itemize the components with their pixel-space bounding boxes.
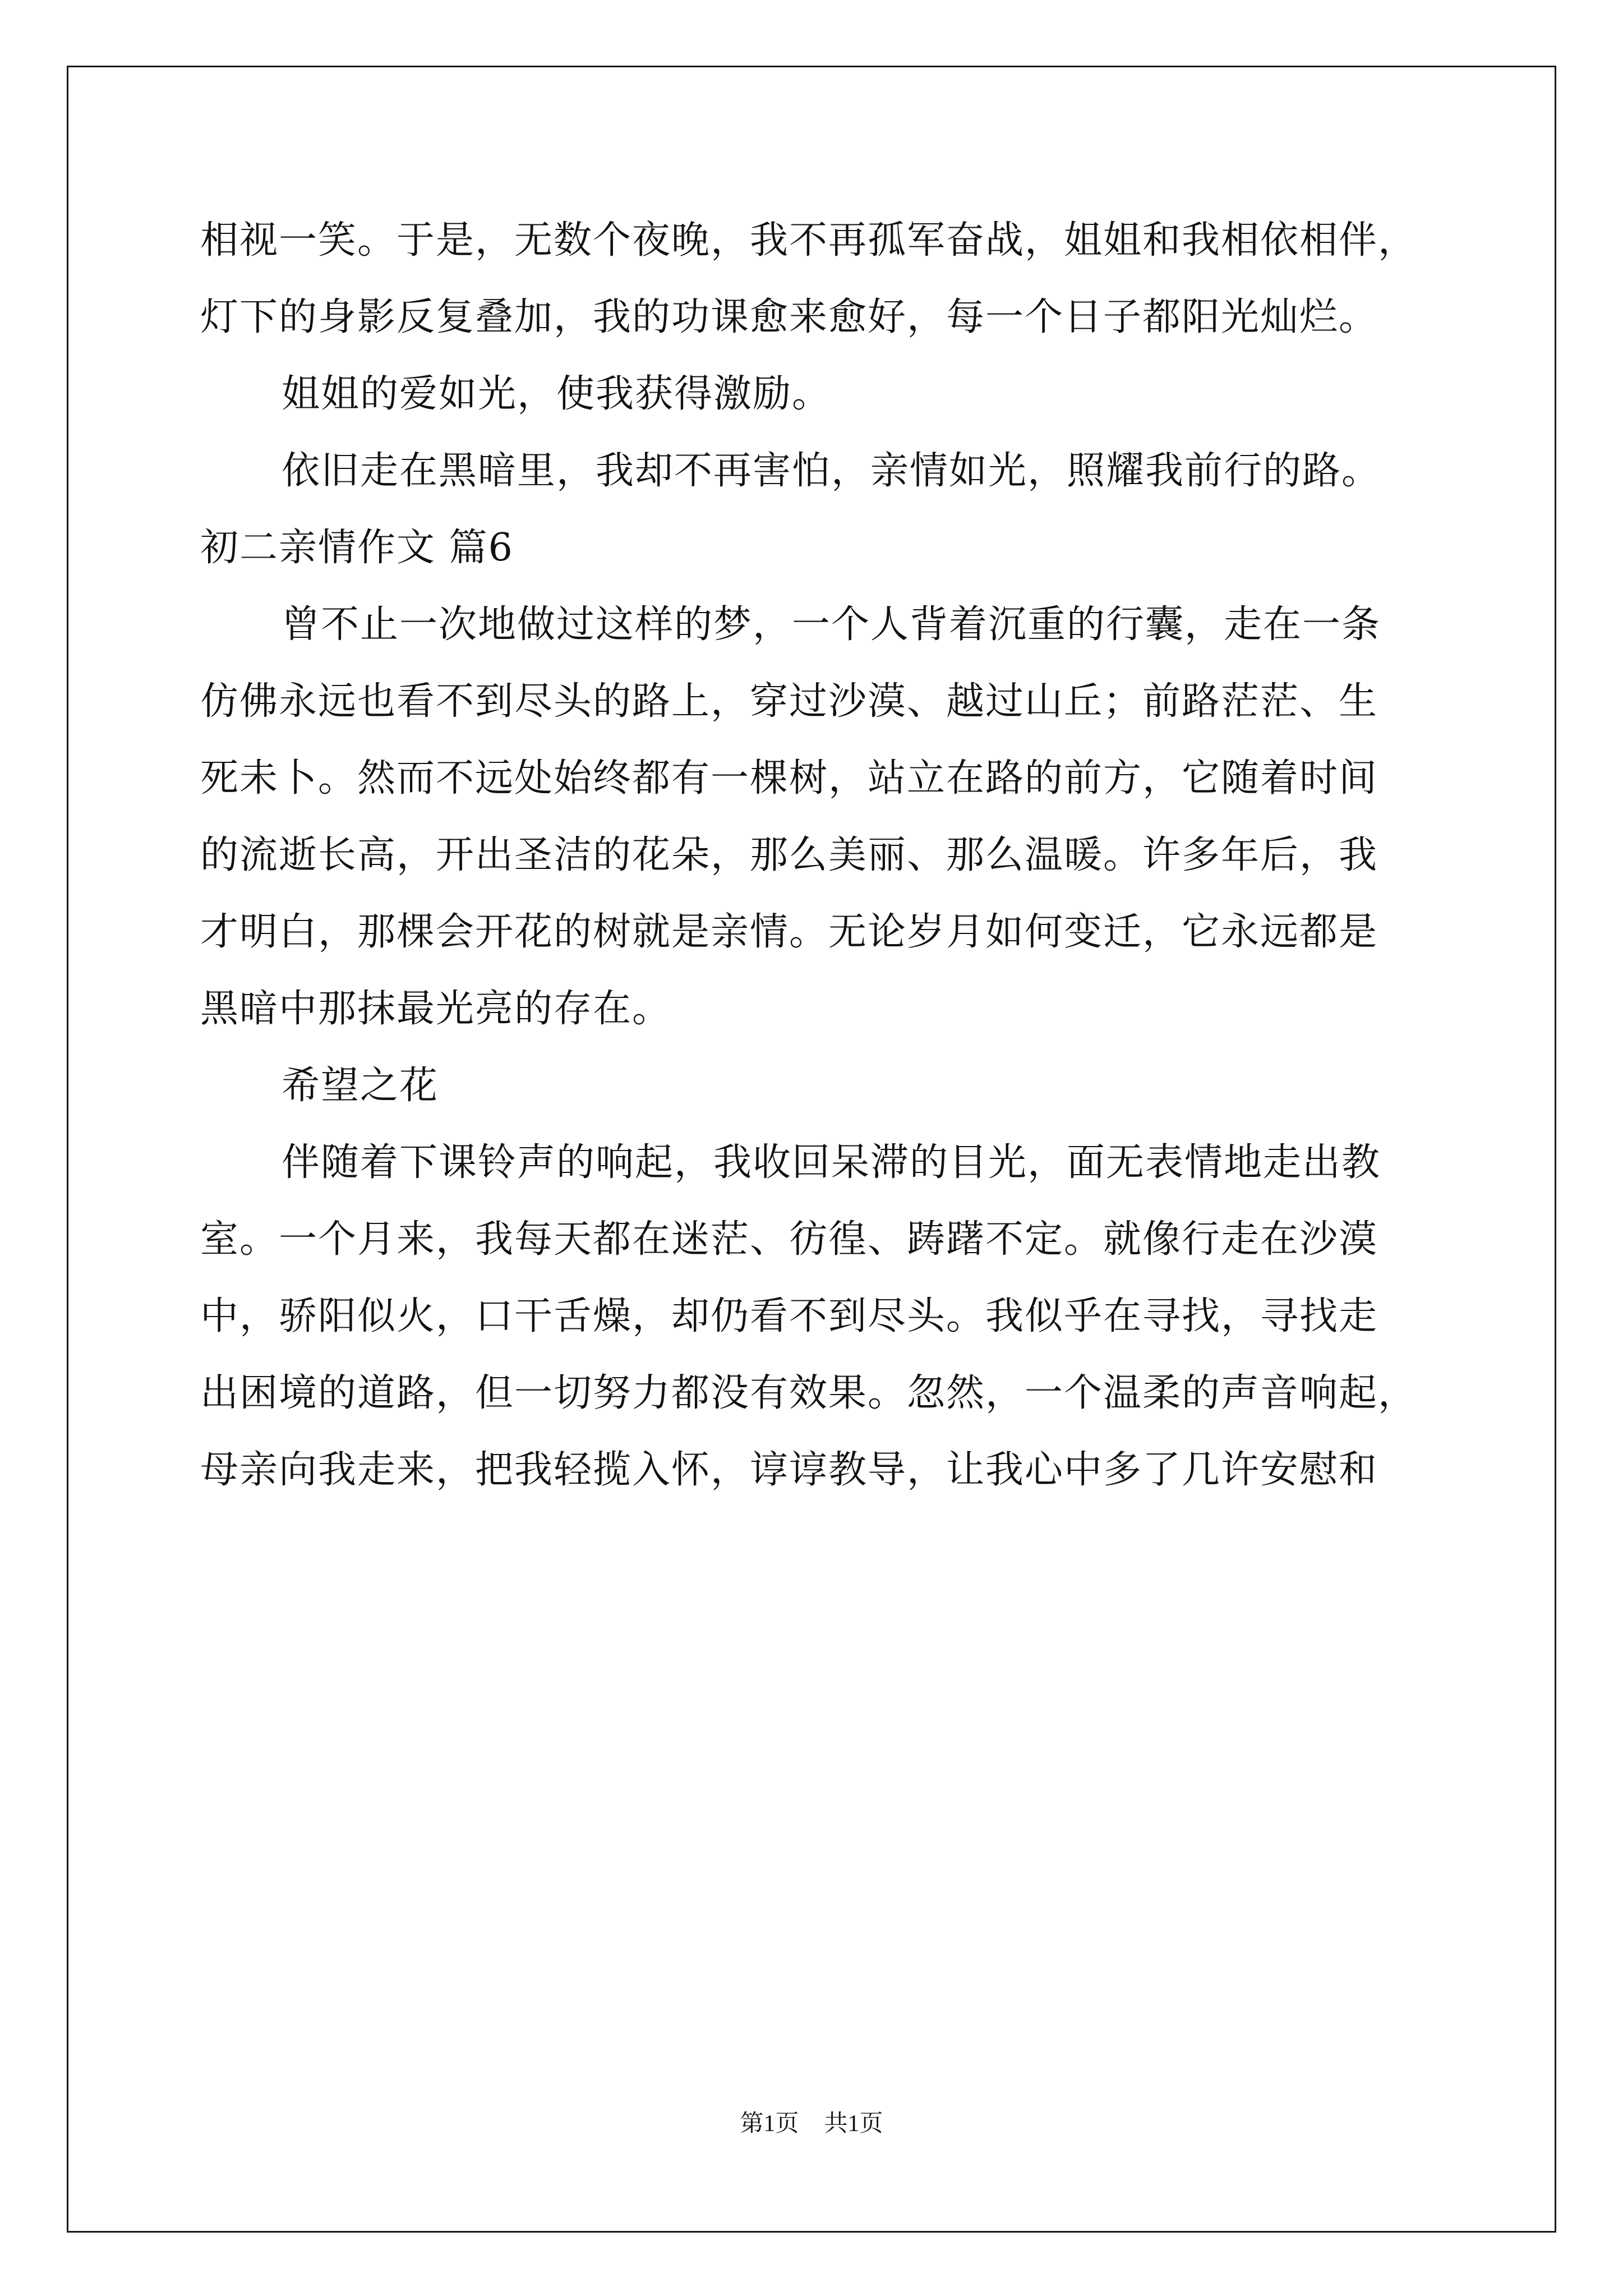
document-body	[200, 202, 1434, 1508]
subtitle-line: 希望之花	[282, 1064, 439, 1108]
text-line: 室。一个月来，我每天都在迷茫、彷徨、踌躇不定。就像行走在沙漠	[200, 1217, 1378, 1262]
text-line: 死未卜。然而不远处始终都有一棵树，站立在路的前方，它随着时间	[200, 756, 1378, 800]
text-line: 的流逝长高，开出圣洁的花朵，那么美丽、那么温暖。许多年后，我	[200, 833, 1378, 877]
page-footer	[0, 2105, 1623, 2138]
text-line: 中，骄阳似火，口干舌燥，却仍看不到尽头。我似乎在寻找，寻找走	[200, 1294, 1378, 1338]
page-total: 共1页	[824, 2111, 883, 2137]
text-line: 黑暗中那抹最光亮的存在。	[200, 987, 672, 1031]
section-heading: 初二亲情作文 篇6	[200, 526, 514, 570]
text-line: 仿佛永远也看不到尽头的路上，穿过沙漠、越过山丘；前路茫茫、生	[200, 679, 1378, 724]
text-line: 灯下的身影反复叠加，我的功课愈来愈好，每一个日子都阳光灿烂。	[200, 295, 1378, 339]
page-number: 第1页	[740, 2111, 799, 2137]
text-line: 姐姐的爱如光，使我获得激励。	[282, 372, 832, 416]
text-line: 相视一笑。于是，无数个夜晚，我不再孤军奋战，姐姐和我相依相伴，	[200, 218, 1418, 263]
text-line: 才明白，那棵会开花的树就是亲情。无论岁月如何变迁，它永远都是	[200, 910, 1378, 954]
text-line: 母亲向我走来，把我轻揽入怀，谆谆教导，让我心中多了几许安慰和	[200, 1448, 1378, 1492]
text-line: 出困境的道路，但一切努力都没有效果。忽然，一个温柔的声音响起，	[200, 1371, 1418, 1415]
text-line: 曾不止一次地做过这样的梦，一个人背着沉重的行囊，走在一条	[282, 602, 1381, 647]
text-line: 依旧走在黑暗里，我却不再害怕，亲情如光，照耀我前行的路。	[282, 449, 1381, 493]
text-line: 伴随着下课铃声的响起，我收回呆滞的目光，面无表情地走出教	[282, 1140, 1381, 1185]
